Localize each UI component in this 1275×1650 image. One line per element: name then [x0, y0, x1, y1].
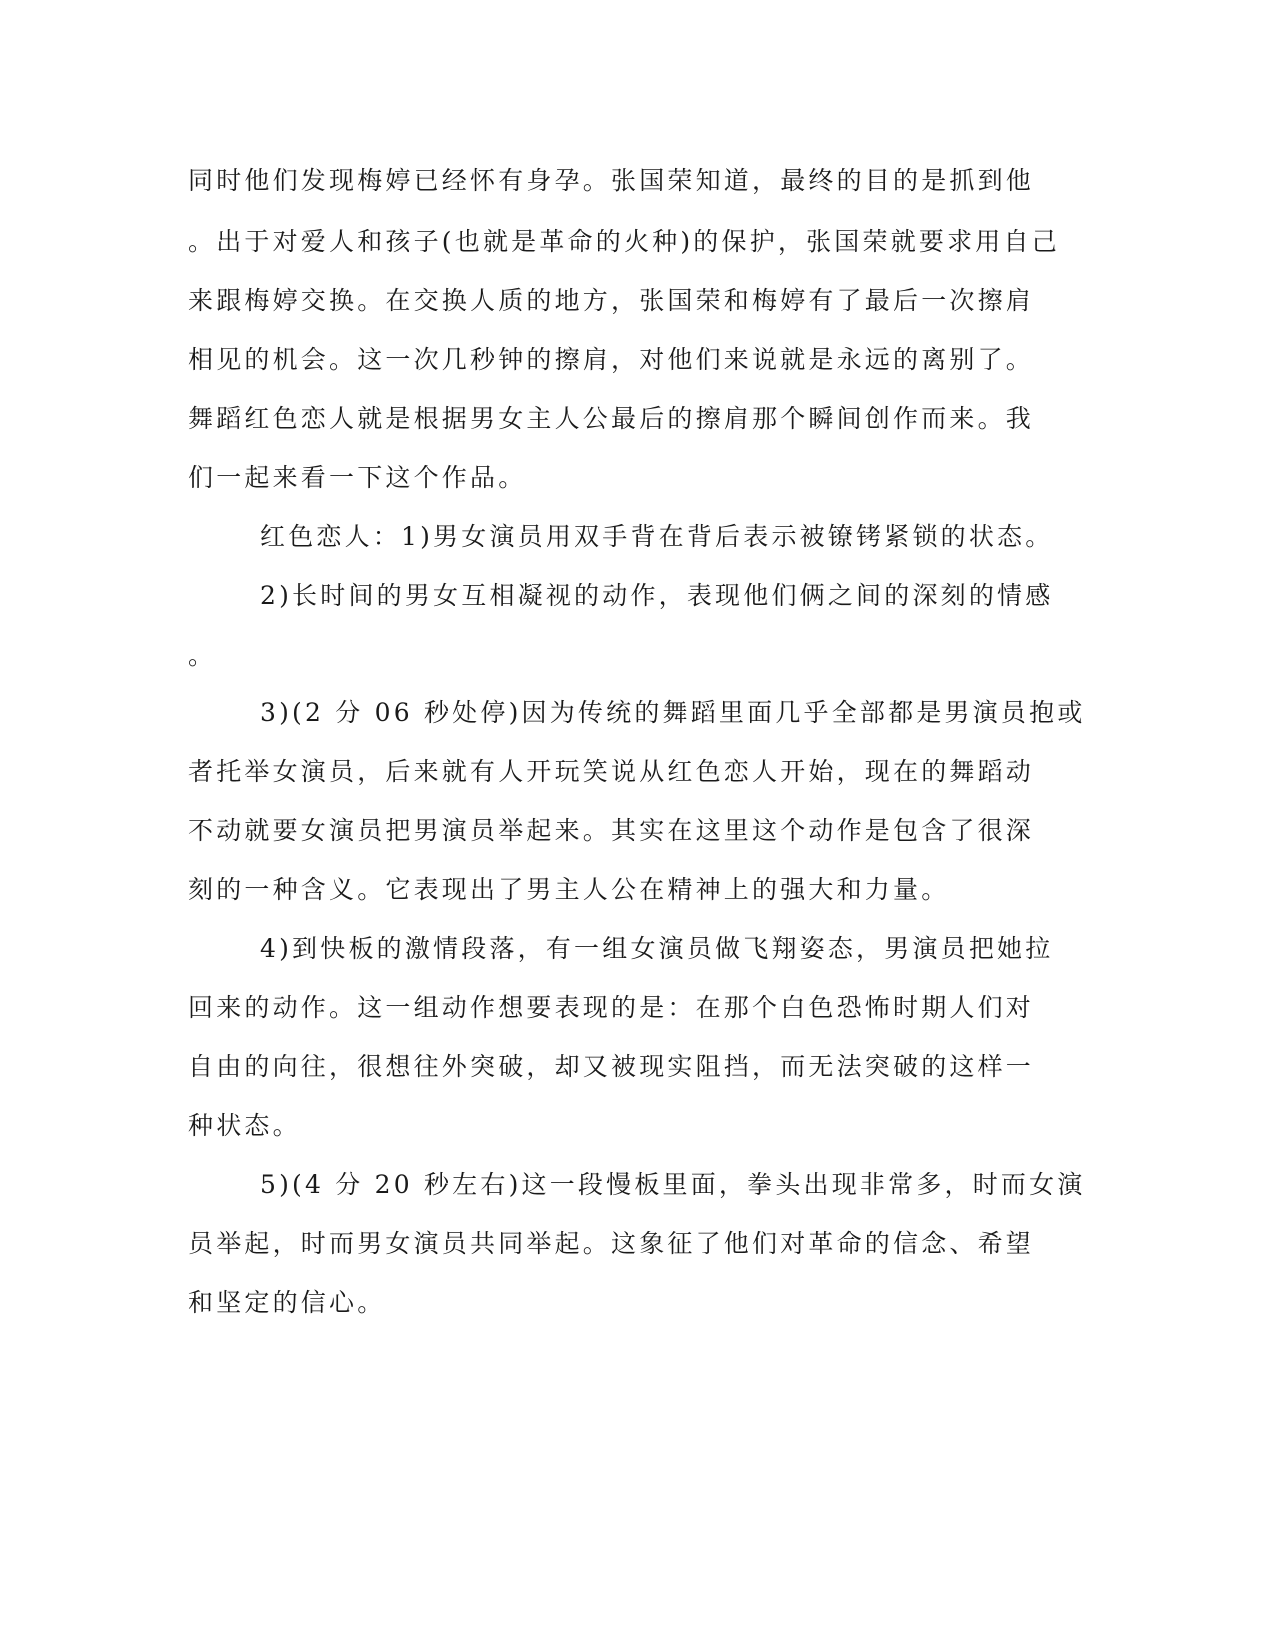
text-line: 同时他们发现梅婷已经怀有身孕。张国荣知道，最终的目的是抓到他 [188, 166, 1035, 195]
text-line: 刻的一种含义。它表现出了男主人公在精神上的强大和力量。 [188, 875, 950, 904]
text-line: 自由的向往，很想往外突破，却又被现实阻挡，而无法突破的这样一 [188, 1052, 1035, 1081]
text-line: 种状态。 [188, 1111, 301, 1140]
text-line: 和坚定的信心。 [188, 1288, 386, 1317]
text-line: 。出于对爱人和孩子(也就是革命的火种)的保护，张国荣就要求用自己 [188, 227, 1060, 256]
text-line: 3)(2 分 06 秒处停)因为传统的舞蹈里面几乎全部都是男演员抱或 [260, 698, 1086, 727]
text-line: 回来的动作。这一组动作想要表现的是：在那个白色恐怖时期人们对 [188, 993, 1035, 1022]
text-line: 来跟梅婷交换。在交换人质的地方，张国荣和梅婷有了最后一次擦肩 [188, 286, 1035, 315]
text-line: 舞蹈红色恋人就是根据男女主人公最后的擦肩那个瞬间创作而来。我 [188, 404, 1035, 433]
text-line: 员举起，时而男女演员共同举起。这象征了他们对革命的信念、希望 [188, 1229, 1035, 1258]
text-line: 不动就要女演员把男演员举起来。其实在这里这个动作是包含了很深 [188, 816, 1035, 845]
text-line: 。 [188, 641, 217, 670]
text-line: 4)到快板的激情段落，有一组女演员做飞翔姿态，男演员把她拉 [260, 934, 1054, 963]
text-line: 们一起来看一下这个作品。 [188, 463, 527, 492]
text-line: 相见的机会。这一次几秒钟的擦肩，对他们来说就是永远的离别了。 [188, 345, 1035, 374]
text-line: 红色恋人：1)男女演员用双手背在背后表示被镣铐紧锁的状态。 [260, 522, 1054, 551]
text-line: 2)长时间的男女互相凝视的动作，表现他们俩之间的深刻的情感 [260, 581, 1054, 610]
text-line: 者托举女演员，后来就有人开玩笑说从红色恋人开始，现在的舞蹈动 [188, 757, 1035, 786]
text-line: 5)(4 分 20 秒左右)这一段慢板里面，拳头出现非常多，时而女演 [260, 1170, 1086, 1199]
